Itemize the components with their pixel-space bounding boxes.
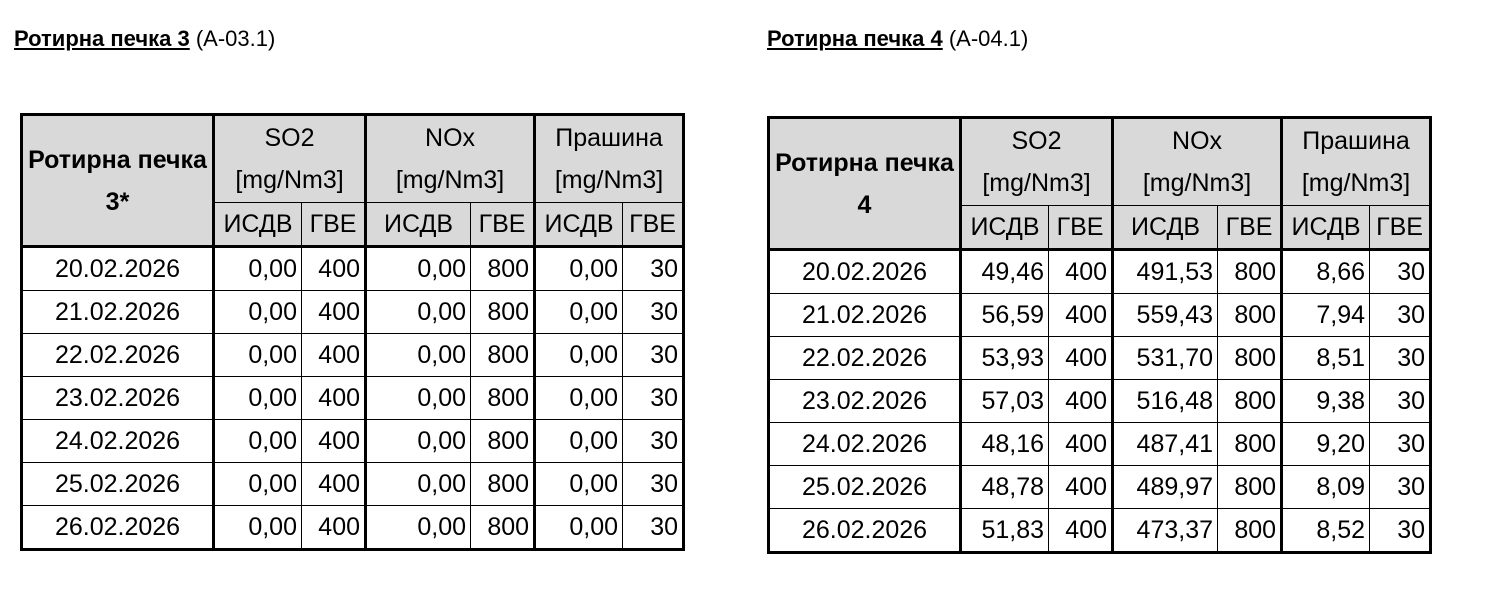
right-heading-title: Ротирна печка 4 <box>767 26 943 51</box>
value-cell: 9,20 <box>1282 423 1370 466</box>
right-sub-header: ГВЕ <box>1218 206 1282 250</box>
value-cell: 400 <box>302 420 366 463</box>
right-sub-header: ИСДВ <box>961 206 1049 250</box>
value-cell: 8,51 <box>1282 337 1370 380</box>
value-cell: 400 <box>1049 250 1113 294</box>
value-cell: 0,00 <box>535 506 623 550</box>
value-cell: 0,00 <box>535 420 623 463</box>
value-cell: 400 <box>1049 423 1113 466</box>
value-cell: 0,00 <box>214 506 302 550</box>
value-cell: 0,00 <box>366 463 471 506</box>
value-cell: 56,59 <box>961 294 1049 337</box>
value-cell: 400 <box>302 291 366 334</box>
value-cell: 0,00 <box>214 291 302 334</box>
value-cell: 30 <box>623 334 684 377</box>
value-cell: 0,00 <box>214 420 302 463</box>
value-cell: 800 <box>471 463 535 506</box>
value-cell: 800 <box>1218 337 1282 380</box>
value-cell: 559,43 <box>1113 294 1218 337</box>
value-cell: 53,93 <box>961 337 1049 380</box>
value-cell: 0,00 <box>535 334 623 377</box>
value-cell: 400 <box>302 506 366 550</box>
left-row-header: Ротирна печка 3* <box>22 115 214 247</box>
value-cell: 8,09 <box>1282 466 1370 509</box>
value-cell: 30 <box>1370 294 1431 337</box>
value-cell: 0,00 <box>214 334 302 377</box>
table-row <box>22 247 684 291</box>
value-cell: 800 <box>471 334 535 377</box>
date-cell: 26.02.2026 <box>22 506 214 550</box>
left-group-nox: NOx [mg/Nm3] <box>366 115 535 203</box>
left-sub-header: ГВЕ <box>623 203 684 247</box>
date-cell: 22.02.2026 <box>769 337 961 380</box>
value-cell: 30 <box>1370 337 1431 380</box>
value-cell: 800 <box>1218 509 1282 553</box>
value-cell: 57,03 <box>961 380 1049 423</box>
left-sub-header: ГВЕ <box>471 203 535 247</box>
table-row <box>769 337 1431 380</box>
date-cell: 22.02.2026 <box>22 334 214 377</box>
value-cell: 51,83 <box>961 509 1049 553</box>
value-cell: 800 <box>1218 466 1282 509</box>
table-row <box>22 291 684 334</box>
value-cell: 531,70 <box>1113 337 1218 380</box>
right-group-nox: NOx [mg/Nm3] <box>1113 118 1282 206</box>
value-cell: 800 <box>471 247 535 291</box>
right-sub-header: ИСДВ <box>1282 206 1370 250</box>
value-cell: 800 <box>471 291 535 334</box>
left-sub-header: ИСДВ <box>535 203 623 247</box>
right-row-header: Ротирна печка 4 <box>769 118 961 250</box>
value-cell: 0,00 <box>366 334 471 377</box>
left-group-so2: SO2 [mg/Nm3] <box>214 115 366 203</box>
value-cell: 9,38 <box>1282 380 1370 423</box>
left-heading-code: (А-03.1) <box>195 26 276 51</box>
value-cell: 0,00 <box>214 377 302 420</box>
value-cell: 400 <box>302 463 366 506</box>
date-cell: 25.02.2026 <box>22 463 214 506</box>
left-heading-title: Ротирна печка 3 <box>14 26 190 51</box>
value-cell: 800 <box>1218 294 1282 337</box>
left-group-dust: Прашина [mg/Nm3] <box>535 115 684 203</box>
value-cell: 0,00 <box>535 247 623 291</box>
value-cell: 0,00 <box>366 247 471 291</box>
value-cell: 49,46 <box>961 250 1049 294</box>
right-heading <box>767 24 1028 54</box>
value-cell: 473,37 <box>1113 509 1218 553</box>
date-cell: 20.02.2026 <box>22 247 214 291</box>
left-emissions-table <box>20 113 685 551</box>
table-row <box>769 423 1431 466</box>
value-cell: 0,00 <box>214 463 302 506</box>
left-sub-header: ИСДВ <box>366 203 471 247</box>
left-sub-header: ГВЕ <box>302 203 366 247</box>
right-sub-header: ГВЕ <box>1049 206 1113 250</box>
table-row <box>22 506 684 550</box>
date-cell: 21.02.2026 <box>22 291 214 334</box>
value-cell: 48,16 <box>961 423 1049 466</box>
value-cell: 48,78 <box>961 466 1049 509</box>
value-cell: 8,66 <box>1282 250 1370 294</box>
value-cell: 800 <box>1218 380 1282 423</box>
right-group-so2: SO2 [mg/Nm3] <box>961 118 1113 206</box>
left-sub-header: ИСДВ <box>214 203 302 247</box>
date-cell: 23.02.2026 <box>22 377 214 420</box>
table-row <box>769 380 1431 423</box>
value-cell: 30 <box>1370 509 1431 553</box>
value-cell: 0,00 <box>535 463 623 506</box>
value-cell: 30 <box>1370 250 1431 294</box>
value-cell: 30 <box>1370 466 1431 509</box>
date-cell: 20.02.2026 <box>769 250 961 294</box>
value-cell: 0,00 <box>366 377 471 420</box>
value-cell: 800 <box>471 506 535 550</box>
value-cell: 30 <box>623 247 684 291</box>
date-cell: 23.02.2026 <box>769 380 961 423</box>
right-group-dust: Прашина [mg/Nm3] <box>1282 118 1431 206</box>
value-cell: 800 <box>1218 250 1282 294</box>
value-cell: 400 <box>1049 509 1113 553</box>
table-row <box>769 250 1431 294</box>
value-cell: 0,00 <box>535 291 623 334</box>
date-cell: 24.02.2026 <box>769 423 961 466</box>
left-heading <box>14 24 275 54</box>
value-cell: 7,94 <box>1282 294 1370 337</box>
value-cell: 400 <box>1049 380 1113 423</box>
value-cell: 8,52 <box>1282 509 1370 553</box>
value-cell: 400 <box>302 247 366 291</box>
date-cell: 25.02.2026 <box>769 466 961 509</box>
right-sub-header: ГВЕ <box>1370 206 1431 250</box>
value-cell: 800 <box>471 420 535 463</box>
table-row <box>769 294 1431 337</box>
table-row <box>22 420 684 463</box>
value-cell: 800 <box>471 377 535 420</box>
value-cell: 30 <box>623 506 684 550</box>
table-row <box>769 509 1431 553</box>
date-cell: 26.02.2026 <box>769 509 961 553</box>
date-cell: 24.02.2026 <box>22 420 214 463</box>
table-row <box>22 377 684 420</box>
value-cell: 30 <box>1370 423 1431 466</box>
value-cell: 487,41 <box>1113 423 1218 466</box>
right-sub-header: ИСДВ <box>1113 206 1218 250</box>
right-heading-code: (А-04.1) <box>948 26 1029 51</box>
value-cell: 400 <box>1049 466 1113 509</box>
value-cell: 400 <box>302 334 366 377</box>
value-cell: 30 <box>623 420 684 463</box>
value-cell: 400 <box>1049 337 1113 380</box>
value-cell: 30 <box>1370 380 1431 423</box>
value-cell: 800 <box>1218 423 1282 466</box>
value-cell: 400 <box>302 377 366 420</box>
value-cell: 0,00 <box>366 420 471 463</box>
value-cell: 400 <box>1049 294 1113 337</box>
table-row <box>22 463 684 506</box>
value-cell: 516,48 <box>1113 380 1218 423</box>
right-emissions-table <box>767 116 1432 554</box>
value-cell: 0,00 <box>366 291 471 334</box>
date-cell: 21.02.2026 <box>769 294 961 337</box>
value-cell: 0,00 <box>214 247 302 291</box>
value-cell: 0,00 <box>366 506 471 550</box>
value-cell: 30 <box>623 377 684 420</box>
table-row <box>22 334 684 377</box>
value-cell: 30 <box>623 291 684 334</box>
value-cell: 491,53 <box>1113 250 1218 294</box>
value-cell: 0,00 <box>535 377 623 420</box>
table-row <box>769 466 1431 509</box>
value-cell: 489,97 <box>1113 466 1218 509</box>
value-cell: 30 <box>623 463 684 506</box>
